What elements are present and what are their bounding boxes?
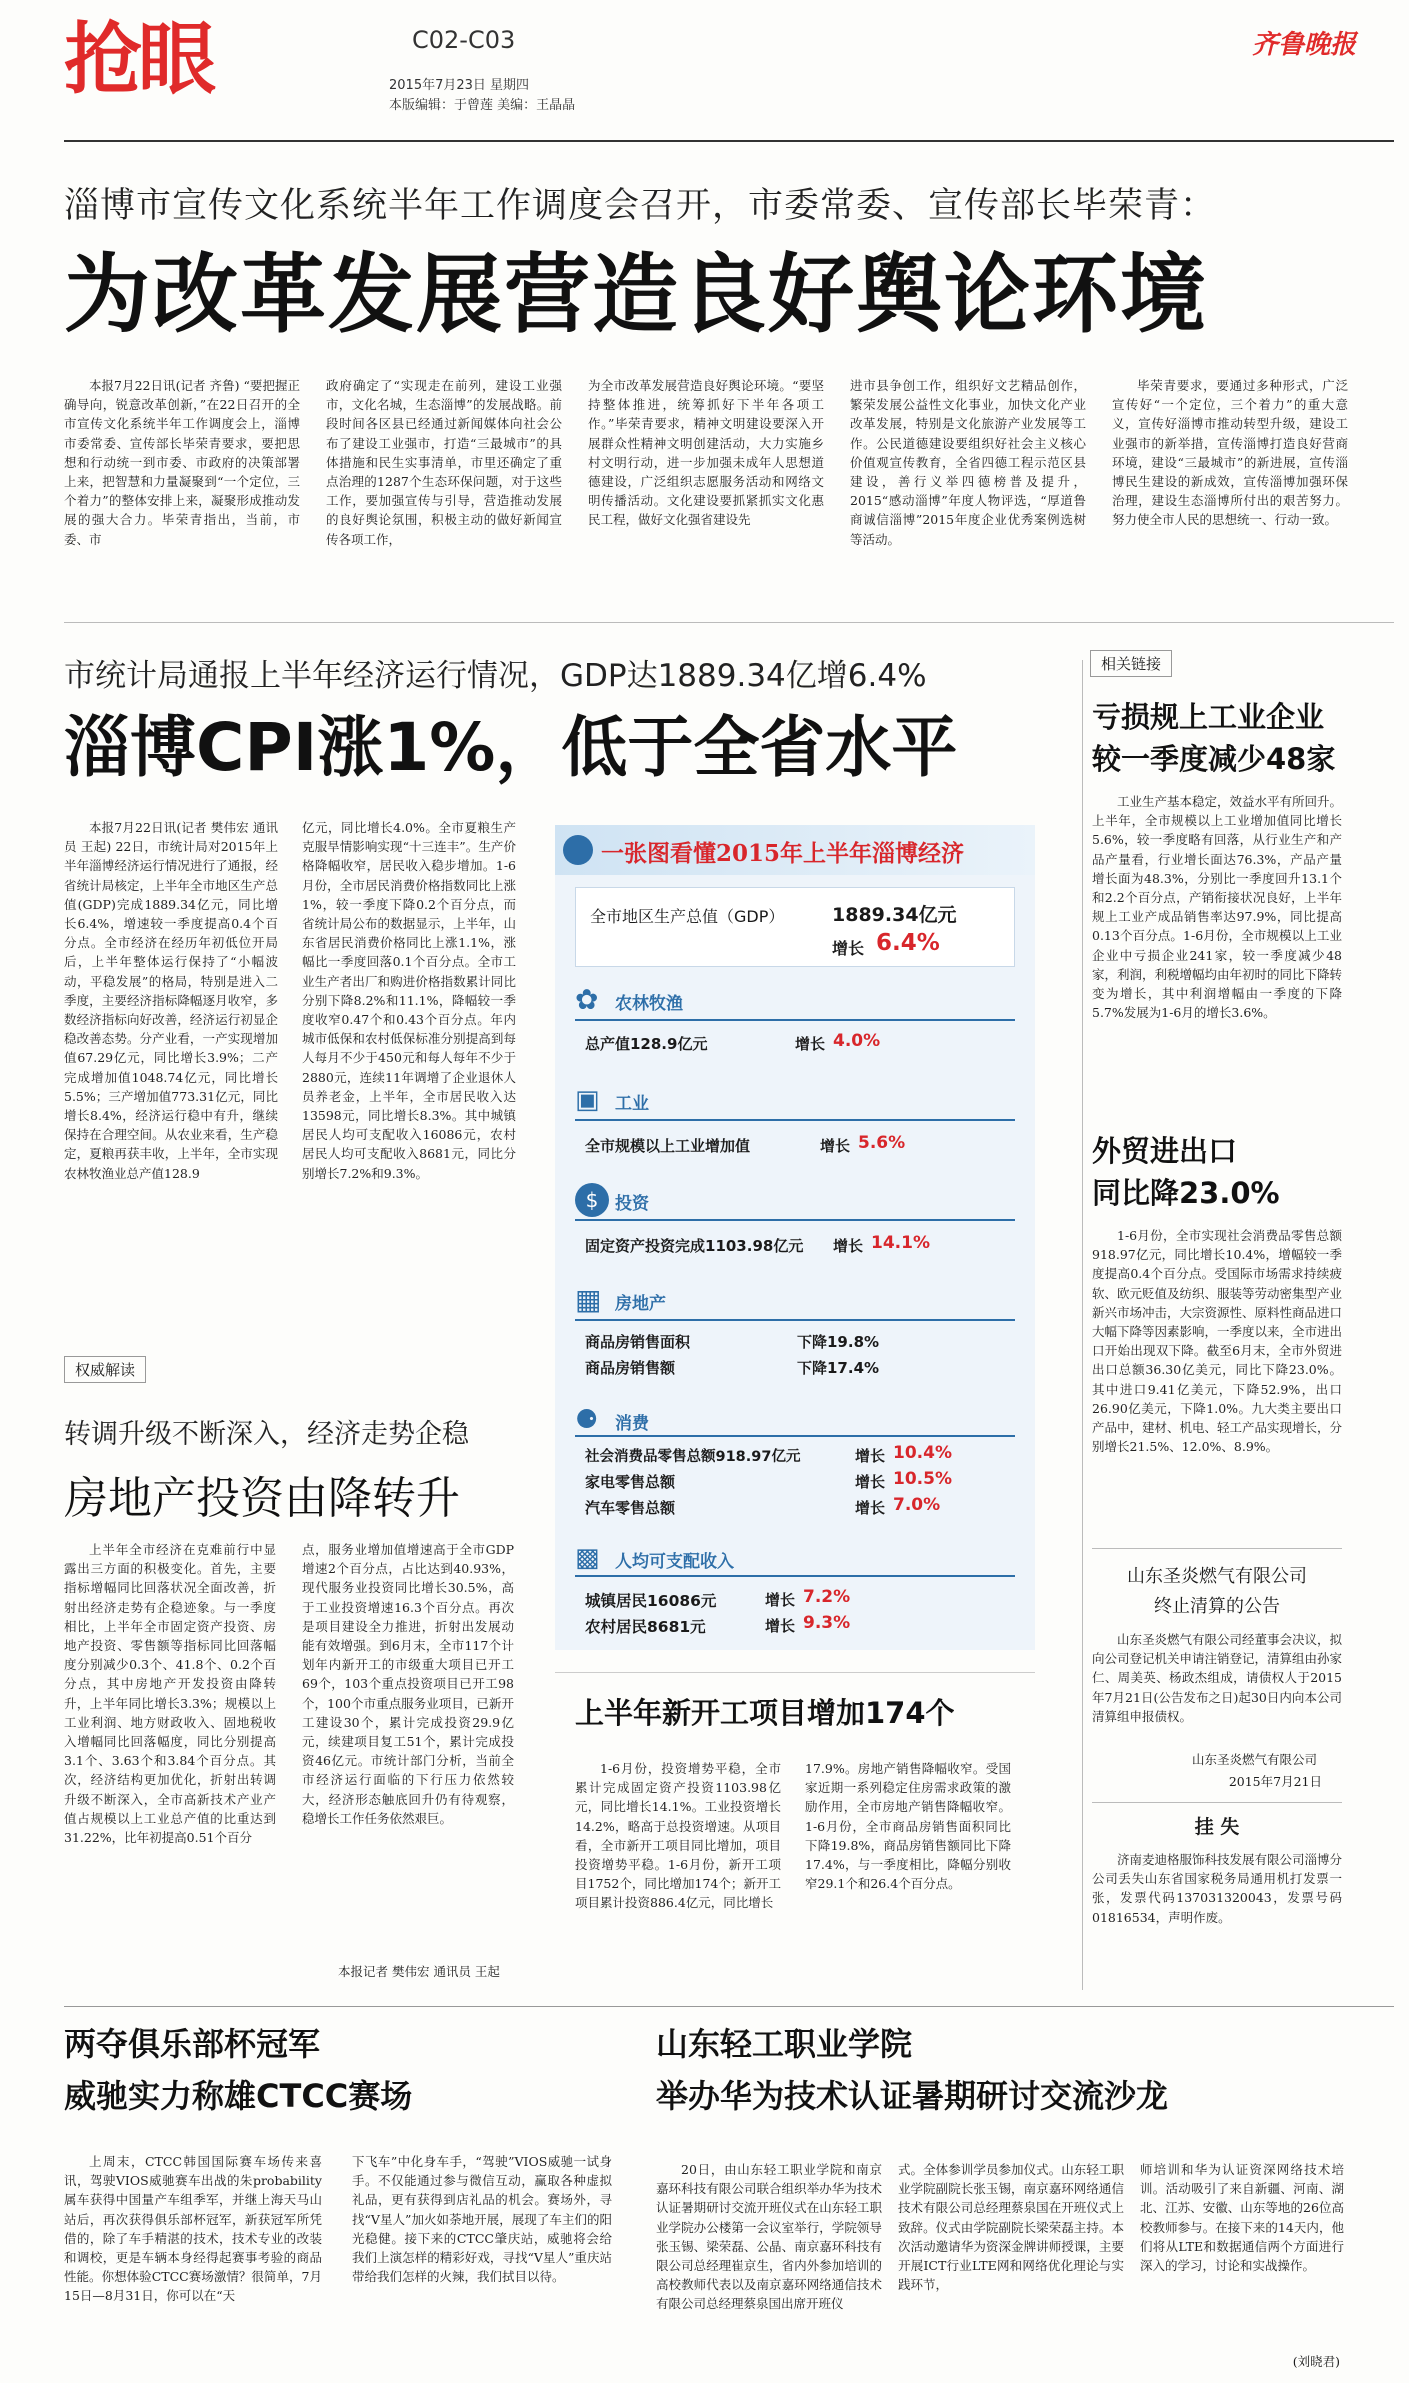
row-label: 全市规模以上工业增加值 — [585, 1137, 751, 1155]
row-value: 9.3% — [803, 1613, 851, 1633]
money-bag-icon: $ — [575, 1183, 609, 1217]
row-tag: 下降17.4% — [797, 1359, 880, 1377]
section-title: 农林牧渔 — [615, 994, 683, 1014]
row-value: 14.1% — [871, 1233, 930, 1253]
row-label: 商品房销售额 — [585, 1359, 676, 1377]
row-label: 农村居民8681元 — [585, 1618, 706, 1636]
sidebar-text-1: 工业生产基本稳定，效益水平有所回升。上半年，全市规模以上工业增加值同比增长5.6%，较一季度略有回落，从行业生产和产品产量看，行业增长面达76.3%，产品产量增长面为48.3%，分别比一季度回升13.1个和2.2个百分点，产销衔接状况良好，上半年规上工业产成品销售率达97.9%，同比提高0.13个百分点。1-6月份，全市规模以上工业企业中亏损企业241家，较一季度减少48家，利润，利税增幅均由年初时的同比下降转变为增长，其中利润增幅由一季度的下降5.7%发展为1-6月的增长3.6%。 — [1092, 794, 1342, 1021]
notice-date: 2015年7月21日 — [1228, 1774, 1322, 1789]
row-tag: 增长 — [855, 1499, 886, 1517]
ctcc-headline — [64, 2018, 412, 2122]
sidebar-tag — [1090, 650, 1172, 677]
lead-col-2: 政府确定了“实现走在前列，建设工业强市，文化名城，生态淄博”的发展战略。前段时间各区县已经通过新闻媒体向社会公布了建设工业强市，打造“三最城市”的具体措施和民生实事清单，市里还确定了重点治理的1287个生态环保问题，对于这些工作，要加强宣传与引导，营造推动发展的良好舆论氛围，积极主动的做好新闻宣传各项工作， — [326, 378, 562, 547]
analysis-tag — [64, 1356, 146, 1383]
row-label: 社会消费品零售总额918.97亿元 — [585, 1449, 801, 1465]
notice-title-line-2: 终止清算的公告 — [1154, 1596, 1280, 1617]
row-label: 商品房销售面积 — [585, 1333, 691, 1351]
building-icon: ▦ — [575, 1283, 602, 1316]
sidebar-headline-1-line-2: 较一季度减少48家 — [1092, 742, 1336, 776]
newprojects-col-2: 17.9%。房地产销售降幅收窄。受国家近期一系列稳定住房需求政策的激励作用，全市房地产销售降幅收窄。1-6月份，全市商品房销售面积同比下降19.8%，商品房销售额同比下降17.4%，与一季度相比，降幅分别收窄29.1个和26.4个百分点。 — [805, 1761, 1011, 1892]
row-tag: 增长 — [765, 1617, 796, 1635]
wallet-icon: ▩ — [575, 1543, 600, 1573]
section-logo: 抢眼 — [64, 15, 213, 105]
analysis-byline: 本报记者 樊伟宏 通讯员 王起 — [338, 1964, 500, 1979]
section-line — [575, 1435, 1015, 1437]
masthead-divider — [64, 140, 1394, 142]
analysis-tag-label: 权威解读 — [64, 1356, 146, 1383]
lead-col-4: 进市县争创工作，组织好文艺精品创作，繁荣发展公益性文化事业，加快文化产业改革发展，特别是文化旅游产业发展等工作。公民道德建设要组织好社会主义核心价值观宣传教育，全省四德工程示范区县建设，善行义举四德榜普及提升，2015“感动淄博”年度人物评选，“厚道鲁商诚信淄博”2015年度企业优秀案例选树等活动。 — [850, 378, 1086, 547]
lead-kicker: 淄博市宣传文化系统半年工作调度会召开，市委常委、宣传部长毕荣青： — [64, 186, 1217, 226]
row-label: 汽车零售总额 — [585, 1499, 676, 1517]
row-tag: 增长 — [833, 1237, 864, 1255]
sidebar-divider — [1082, 660, 1083, 1990]
issue-date: 2015年7月23日 星期四 — [389, 78, 530, 93]
ctcc-col-2: 下飞车”中化身车手，“驾驶”VIOS威驰一试身手。不仅能通过参与微信互动，赢取各种虚拟礼品，更有获得到店礼品的机会。赛场外，寻找“V星人”加火如荼地开展，展现了车主们的阳光稳健。接下来的CTCC肇庆站，威驰将会给我们上演怎样的精彩好戏，寻找“V星人”重庆站带给我们怎样的火辣，我们拭目以待。 — [352, 2154, 612, 2285]
notice-title-line-1: 山东圣炎燃气有限公司 — [1127, 1566, 1307, 1587]
sdlight-headline-line-1: 山东轻工职业学院 — [656, 2025, 913, 2063]
row-value: 4.0% — [833, 1031, 881, 1051]
row-tag: 增长 — [765, 1591, 796, 1609]
wheat-icon: ✿ — [575, 983, 599, 1016]
section-investment — [575, 1183, 1015, 1265]
infographic-title: 一张图看懂2015年上半年淄博经济 — [601, 840, 965, 867]
row-tag: 增长 — [795, 1035, 826, 1053]
row-value: 10.5% — [893, 1469, 952, 1489]
section-title: 投资 — [615, 1194, 649, 1214]
lead-col-3: 为全市改革发展营造良好舆论环境。“要坚持整体推进，统筹抓好下半年各项工作。”毕荣青要求，精神文明建设要深入开展群众性精神文明创建活动，大力实施乡村文明行动，进一步加强未成年人思想道德建设，广泛组织志愿服务活动和网络文明传播活动。文化建设要抓紧抓实文化惠民工程，做好文化强省建设先 — [588, 378, 824, 528]
infographic — [555, 825, 1035, 1650]
lead-headline: 为改革发展营造良好舆论环境 — [64, 245, 1208, 345]
gdp-growth-label: 增长 — [832, 939, 865, 958]
shopping-icon: ⚈ — [575, 1405, 599, 1435]
section-agriculture — [575, 983, 1015, 1065]
ctcc-headline-line-2: 威驰实力称雄CTCC赛场 — [64, 2077, 413, 2115]
infographic-title-bar — [555, 825, 1035, 875]
row-value: 5.6% — [858, 1133, 906, 1153]
notice-divider — [1092, 1548, 1342, 1549]
sidebar-headline-1-line-1: 亏损规上工业企业 — [1092, 700, 1325, 734]
sdlight-col-3: 师培训和华为认证资深网络技术培训。活动吸引了来自新疆、河南、湖北、江苏、安徽、山东等地的26位高校教师参与。在接下来的14天内，他们将从LTE和数据通信两个方面进行深入的学习，讨论和实战操作。 — [1140, 2162, 1344, 2274]
lost-title: 挂 失 — [1194, 1816, 1240, 1838]
analysis-headline: 房地产投资由降转升 — [64, 1473, 460, 1524]
sdlight-col-2: 式。全体参训学员参加仪式。山东轻工职业学院副院长张玉锡，南京嘉环网络通信技术有限公司总经理蔡泉国在开班仪式上致辞。仪式由学院副院长梁荣磊主持。本次活动邀请华为资深金牌讲师授课，主要开展ICT行业LTE网和网络优化理论与实践环节， — [898, 2162, 1124, 2293]
gdp-col-2: 亿元，同比增长4.0%。全市夏粮生产克服旱情影响实现“十三连丰”。生产价格降幅收窄，居民收入稳步增加。1-6月份，全市居民消费价格指数同比上涨1%，较一季度下降0.2个百分点，而省统计局公布的数据显示，上半年，山东省居民消费价格同比上涨1.1%，涨幅比一季度回落0.1个百分点。全市工业生产者出厂和购进价格指数累计同比分别下降8.2%和11.1%，降幅较一季度收窄0.47个和0.43个百分点。年内城市低保和农村低保标准分别提高到每人每月不少于450元和每人每年不少于2880元，连续11年调增了企业退休人员养老金，上半年，全市居民收入达13598元，同比增长8.3%。其中城镇居民人均可支配收入16086元，农村居民人均可支配收入8681元，同比分别增长7.2%和9.3%。 — [302, 820, 516, 1181]
lead-divider — [64, 622, 1394, 623]
gdp-label: 全市地区生产总值（GDP） — [590, 907, 785, 926]
row-label: 家电零售总额 — [585, 1473, 676, 1491]
row-tag: 增长 — [855, 1473, 886, 1491]
lost-divider — [1092, 1802, 1342, 1803]
paper-logo: 齐鲁晚报 — [1251, 30, 1356, 60]
factory-icon: ▣ — [575, 1085, 600, 1115]
masthead — [64, 14, 1394, 124]
analysis-kicker: 转调升级不断深入，经济走势企稳 — [64, 1419, 469, 1450]
row-value: 7.0% — [893, 1495, 941, 1515]
lost-body: 济南麦迪格服饰科技发展有限公司淄博分公司丢失山东省国家税务局通用机打发票一张，发票代码137031320043，发票号码01816534，声明作废。 — [1092, 1852, 1342, 1925]
newprojects-headline: 上半年新开工项目增加174个 — [575, 1696, 955, 1730]
section-real-estate — [575, 1283, 1015, 1383]
notice-body: 山东圣炎燃气有限公司经董事会决议，拟向公司登记机关申请注销登记，清算组由孙家仁、周美英、杨政杰组成，请债权人于2015年7月21日(公告发布之日)起30日内向本公司清算组申报债权。 — [1092, 1632, 1342, 1724]
section-line — [575, 1319, 1015, 1321]
section-industry — [575, 1083, 1015, 1165]
sidebar-headline-2-line-2: 同比降23.0% — [1092, 1176, 1280, 1210]
notice-sign: 山东圣炎燃气有限公司 — [1191, 1752, 1317, 1767]
gdp-growth-value: 6.4% — [876, 930, 940, 956]
newprojects-col-1: 1-6月份，投资增势平稳，全市累计完成固定资产投资1103.98亿元，同比增长14.1%。工业投资增长14.2%，略高于总投资增速。从项目看，全市新开工项目同比增加，项目投资增势平稳。1-6月份，新开工项目1752个，同比增加174个；新开工项目累计投资886.4亿元，同比增长 — [575, 1761, 781, 1911]
page-numbers: C02-C03 — [412, 26, 516, 54]
ctcc-headline-line-1: 两夺俱乐部杯冠军 — [64, 2025, 321, 2063]
sidebar-headline-2 — [1092, 1130, 1280, 1214]
sidebar-headline-2-line-1: 外贸进出口 — [1092, 1134, 1238, 1168]
row-tag: 增长 — [855, 1447, 886, 1465]
lead-col-5: 毕荣青要求，要通过多种形式，广泛宣传好“一个定位，三个着力”的重大意义，宣传好淄博市推动转型升级，建设工业强市的新举措，宣传淄博打造良好营商环境，建设“三最城市”的新进展，宣传淄博民生建设的新成效，宣传淄博加强环保治理，建设生态淄博所付出的艰苦努力。努力使全市人民的思想统一、行动一致。 — [1112, 378, 1348, 528]
notice-title — [1092, 1562, 1342, 1622]
row-value: 7.2% — [803, 1587, 851, 1607]
sdlight-col-1: 20日，由山东轻工职业学院和南京嘉环科技有限公司联合组织举办华为技术认证暑期研讨交流开班仪式在山东轻工职业学院办公楼第一会议室举行，学院领导张玉锡、梁荣磊、公晶、南京嘉环科技有限公司总经理崔京生，省内外参加培训的高校教师代表以及南京嘉环网络通信技术有限公司总经理蔡泉国出席开班仪 — [656, 2162, 882, 2312]
section-title: 工业 — [615, 1094, 649, 1114]
row-label: 城镇居民16086元 — [585, 1592, 717, 1610]
section-consumption — [575, 1403, 1015, 1523]
section-line — [575, 1219, 1015, 1221]
row-value: 10.4% — [893, 1443, 952, 1463]
sdlight-byline: (刘晓君) — [1292, 2354, 1340, 2369]
sidebar-headline-1 — [1092, 696, 1335, 780]
gdp-col-1: 本报7月22日讯(记者 樊伟宏 通讯员 王起) 22日，市统计局对2015年上半年淄博经济运行情况进行了通报，经省统计局核定，上半年全市地区生产总值(GDP)完成1889.34亿元，同比增长6.4%，增速较一季度提高0.4个百分点。全市经济在经历年初低位开局后，上半年整体运行保持了“小幅波动，平稳发展”的格局，特别是进入二季度，主要经济指标降幅逐月收窄，多数经济指标向好改善，经济运行初显企稳改善态势。分产业看，一产实现增加值67.29亿元，同比增长3.9%；二产完成增加值1048.74亿元，同比增长5.5%；三产增加值773.31亿元，同比增长8.4%，经济运行稳中有升，继续保持在合理空间。从农业来看，生产稳定，夏粮再获丰收，上半年，全市实现农林牧渔业总产值128.9 — [64, 820, 278, 1181]
editor-credit: 本版编辑：于曾莲 美编：王晶晶 — [389, 98, 576, 113]
pen-icon — [563, 835, 593, 865]
analysis-col-1: 上半年全市经济在克难前行中显露出三方面的积极变化。首先，主要指标增幅同比回落状况全面改善，折射出经济走势有企稳迹象。与一季度相比，上半年全市固定资产投资、房地产投资、零售额等指标同比回落幅度分别减少0.3个、41.8个、0.2个百分点，其中房地产开发投资由降转升，上半年同比增长3.3%；规模以上工业利润、地方财政收入、固地税收入增幅同比回落幅度，同比分别提高3.1个、3.63个和3.84个百分点。其次，经济结构更加优化，折射出转调升级不断深入，全市高新技术产业产值占规模以上工业总产值的比重达到31.22%，比年初提高0.51个百分 — [64, 1542, 276, 1846]
section-income — [575, 1541, 1015, 1641]
row-label: 固定资产投资完成1103.98亿元 — [585, 1237, 804, 1255]
gdp-kicker: 市统计局通报上半年经济运行情况，GDP达1889.34亿增6.4% — [64, 658, 927, 694]
sdlight-headline — [656, 2018, 1168, 2122]
section-line — [575, 1575, 1015, 1577]
row-label: 总产值128.9亿元 — [585, 1035, 708, 1053]
sidebar-tag-label: 相关链接 — [1090, 650, 1172, 677]
row-tag: 增长 — [820, 1137, 851, 1155]
section-line — [575, 1019, 1015, 1021]
section-title: 消费 — [615, 1414, 649, 1434]
bottom-divider — [64, 2006, 1394, 2007]
ctcc-col-1: 上周末，CTCC韩国国际赛车场传来喜讯，驾驶VIOS威驰赛车出战的朱probability属车获得中国量产车组季军，并继上海天马山站后，再次获得俱乐部杯冠军，新获冠军所凭借的，除了车手精湛的技术，技术专业的改装和调校，更是车辆本身经得起赛事考验的商品性能。你想体验CTCC赛场激情？很简单，7月15日—8月31日，你可以在“天 — [64, 2154, 322, 2304]
sdlight-headline-line-2: 举办华为技术认证暑期研讨交流沙龙 — [656, 2077, 1169, 2115]
gdp-box — [575, 887, 1015, 967]
gdp-headline: 淄博CPI涨1%，低于全省水平 — [64, 709, 958, 786]
lead-col-1: 本报7月22日讯(记者 齐鲁) “要把握正确导向，锐意改革创新，”在22日召开的全市宣传文化系统半年工作调度会上，淄博市委常委、宣传部长毕荣青要求，要把思想和行动统一到市委、市政府的决策部署上来，把智慧和力量凝聚到“一个定位，三个着力”的整体安排上来，凝聚形成推动发展的强大合力。毕荣青指出，当前，市委、市 — [64, 378, 300, 547]
newprojects-box — [555, 1672, 1035, 1992]
section-line — [575, 1119, 1015, 1121]
sidebar-text-2: 1-6月份，全市实现社会消费品零售总额918.97亿元，同比增长10.4%，增幅较一季度提高0.4个百分点。受国际市场需求持续疲软、欧元贬值及纺织、服装等劳动密集型产业新兴市场冲击，大宗资源性、原料性商品进口大幅下降等因素影响，一季度以来，全市进出口开始出现双下降。截至6月末，全市外贸进出口总额36.30亿美元，同比下降23.0%。其中进口9.41亿美元，下降52.9%，出口26.90亿美元，下降1.0%。九大类主要出口产品中，建材、机电、轻工产品实现增长，分别增长21.5%、12.0%、8.9%。 — [1092, 1228, 1342, 1455]
row-tag: 下降19.8% — [797, 1333, 880, 1351]
section-title: 房地产 — [615, 1294, 666, 1314]
gdp-value: 1889.34亿元 — [832, 904, 957, 926]
section-title: 人均可支配收入 — [615, 1552, 734, 1572]
analysis-col-2: 点，服务业增加值增速高于全市GDP增速2个百分点，占比达到40.93%，现代服务业投资同比增长30.5%，高于工业投资增速16.3个百分点。再次是项目建设全力推进，折射出发展动能有效增强。到6月末，全市117个计划年内新开工的市级重大项目已开工69个，103个重点投资项目已开工98个，100个市重点服务业项目，已新开工建设30个，累计完成投资29.9亿元，续建项目复工51个，累计完成投资46亿元。市统计部门分析，当前全市经济运行面临的下行压力依然较大，经济形态触底回升仍有待观察，稳增长工作任务依然艰巨。 — [302, 1542, 514, 1826]
